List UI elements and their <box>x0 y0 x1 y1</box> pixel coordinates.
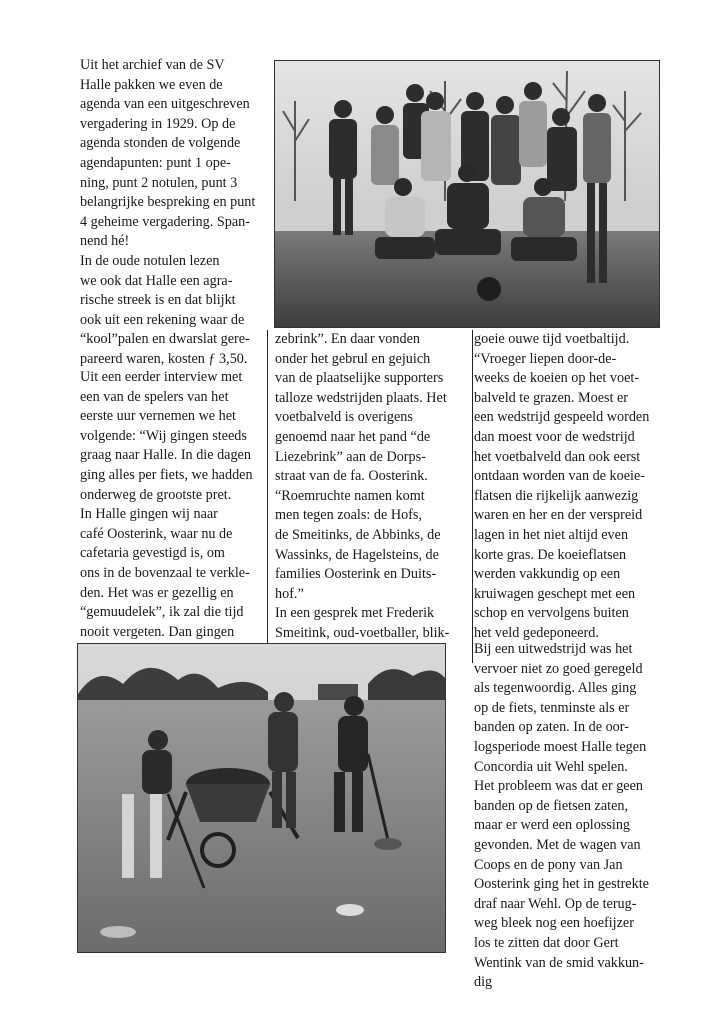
col1-bottom-line: ging alles per fiets, we hadden <box>80 466 253 483</box>
col2-line: voetbalveld is overigens <box>275 409 413 426</box>
col2-line: straat van de fa. Oosterink. <box>275 468 428 485</box>
col2-line: men tegen zoals: de Hofs, <box>275 507 422 524</box>
field-clearing-photo <box>77 643 446 953</box>
col1-top-line: agendapunten: punt 1 ope- <box>80 154 231 171</box>
col3-top-line: flatsen die rijkelijk aanwezig <box>474 487 639 504</box>
col2-line: Smeitink, oud-voetballer, blik- <box>275 624 450 641</box>
col2-line: talloze wedstrijden plaats. Het <box>275 389 447 406</box>
col3-top-line: een wedstrijd gespeeld worden <box>474 409 650 426</box>
article-column-2 <box>267 330 473 663</box>
article-column-1-top <box>80 56 270 370</box>
col2-line: hof.” <box>275 585 304 602</box>
col3-bottom-line: Wentink van de smid vakkun- <box>474 954 644 971</box>
col2-line: “Roemruchte namen komt <box>275 487 425 504</box>
col1-top-line: ning, punt 2 notulen, punt 3 <box>80 174 238 191</box>
col1-top-line: 4 geheime vergadering. Span- <box>80 213 250 230</box>
col3-top-line: goeie ouwe tijd voetbaltijd. <box>474 331 630 347</box>
col1-top-line: rische streek is en dat blijkt <box>80 292 236 309</box>
col3-top-line: schop en vervolgens buiten <box>474 605 629 622</box>
col1-bottom-line: cafetaria gevestigd is, om <box>80 545 225 562</box>
col3-bottom-line: banden op de fietsen zaten, <box>474 797 629 814</box>
col2-line: genoemd naar het pand “de <box>275 428 431 445</box>
col1-bottom-line: café Oosterink, waar nu de <box>80 525 233 542</box>
col2-line: Wassinks, de Hagelsteins, de <box>275 546 439 563</box>
col1-bottom-line: graag naar Halle. In die dagen <box>80 447 251 464</box>
col3-bottom-line: banden op zaten. In de oor- <box>474 719 629 736</box>
col2-line: van de plaatselijke supporters <box>275 370 444 387</box>
col2-line: families Oosterink en Duits- <box>275 566 437 583</box>
col3-top-line: balveld te grazen. Moest er <box>474 389 629 406</box>
col1-top-line: agenda stonden de volgende <box>80 135 241 152</box>
col3-bottom-line: Bij een uitwedstrijd was het <box>474 641 633 657</box>
col3-bottom-line: op de fiets, tenminste als er <box>474 699 630 716</box>
col3-top-line: kruiwagen geschept met een <box>474 585 636 602</box>
col3-bottom-line: dig <box>474 974 493 991</box>
col3-top-line: werden vakkundig op een <box>474 566 621 583</box>
col1-top-line: “kool”palen en dwarslat gere- <box>80 331 250 348</box>
col3-bottom-line: Concordia uit Wehl spelen. <box>474 758 628 775</box>
col2-line: onder het gebrul en gejuich <box>275 350 431 367</box>
col3-bottom-line: gevonden. Met de wagen van <box>474 836 641 853</box>
col3-top-line: korte gras. De koeieflatsen <box>474 546 627 563</box>
team-photo-illustration <box>275 61 659 327</box>
col2-line: Liezebrink” aan de Dorps- <box>275 448 426 465</box>
col2-line: zebrink”. En daar vonden <box>275 331 420 347</box>
col1-top-line: we ook dat Halle een agra- <box>80 272 233 289</box>
col3-top-line: “Vroeger liepen door-de- <box>474 350 617 367</box>
col1-bottom-line: “gemuudelek”, ik zal die tijd <box>80 604 244 621</box>
col3-bottom-line: Het probleem was dat er geen <box>474 778 643 795</box>
col3-bottom-line: logsperiode moest Halle tegen <box>474 738 647 755</box>
col1-bottom-line: ons in de bovenzaal te verkle- <box>80 564 250 581</box>
col3-bottom-line: draf naar Wehl. Op de terug- <box>474 895 637 912</box>
col2-line: de Smeitinks, de Abbinks, de <box>275 526 441 543</box>
col3-bottom-line: Coops en de pony van Jan <box>474 856 623 873</box>
article-column-3-top <box>474 330 674 644</box>
col1-bottom-line: den. Het was er gezellig en <box>80 584 234 601</box>
col3-top-line: dan moest voor de wedstrijd <box>474 428 635 445</box>
col1-top-line: ook uit een rekening waar de <box>80 311 245 328</box>
article-column-1-bottom <box>80 368 264 682</box>
col1-bottom-line: eerste uur vernemen we het <box>80 408 236 425</box>
col1-bottom-line: onderweg de grootste pret. <box>80 486 232 503</box>
col3-bottom-line: los te zitten dat door Gert <box>474 934 619 951</box>
col1-bottom-line: Uit een eerder interview met <box>80 369 243 385</box>
article-column-3-bottom <box>474 640 674 993</box>
col1-top-line: Halle pakken we even de <box>80 76 223 93</box>
col1-bottom-line: volgende: “Wij gingen steeds <box>80 427 247 444</box>
col3-bottom-line: maar er werd een oplossing <box>474 817 631 834</box>
team-photo <box>274 60 660 328</box>
col2-line: In een gesprek met Frederik <box>275 605 435 622</box>
col3-top-line: weeks de koeien op het voet- <box>474 370 640 387</box>
col1-top-line: pareerd waren, kosten ƒ 3,50. <box>80 350 248 367</box>
col1-bottom-line: nooit vergeten. Dan gingen <box>80 623 235 640</box>
col1-top-line: In de oude notulen lezen <box>80 252 220 269</box>
col3-bottom-line: weg bleek nog een hoefijzer <box>474 915 634 932</box>
col1-top-line: vergadering in 1929. Op de <box>80 115 236 132</box>
col3-top-line: het veld gedeponeerd. <box>474 624 599 641</box>
col3-bottom-line: Oosterink ging het in gestrekte <box>474 876 649 893</box>
col3-top-line: waren en her en der verspreid <box>474 507 643 524</box>
col3-bottom-line: als tegenwoordig. Alles ging <box>474 680 637 697</box>
col1-top-line: Uit het archief van de SV <box>80 57 225 73</box>
col1-top-line: belangrijke bespreking en punt <box>80 194 256 211</box>
col1-top-line: nend hé! <box>80 233 130 250</box>
col3-top-line: lagen in het niet altijd even <box>474 526 629 543</box>
field-clearing-illustration <box>78 644 445 952</box>
col1-top-line: agenda van een uitgeschreven <box>80 96 250 113</box>
col1-bottom-line: In Halle gingen wij naar <box>80 506 218 523</box>
col1-bottom-line: een van de spelers van het <box>80 388 229 405</box>
col3-top-line: ontdaan worden van de koeie- <box>474 468 645 485</box>
col3-top-line: het voetbalveld dan ook eerst <box>474 448 641 465</box>
col3-bottom-line: vervoer niet zo goed geregeld <box>474 660 643 677</box>
